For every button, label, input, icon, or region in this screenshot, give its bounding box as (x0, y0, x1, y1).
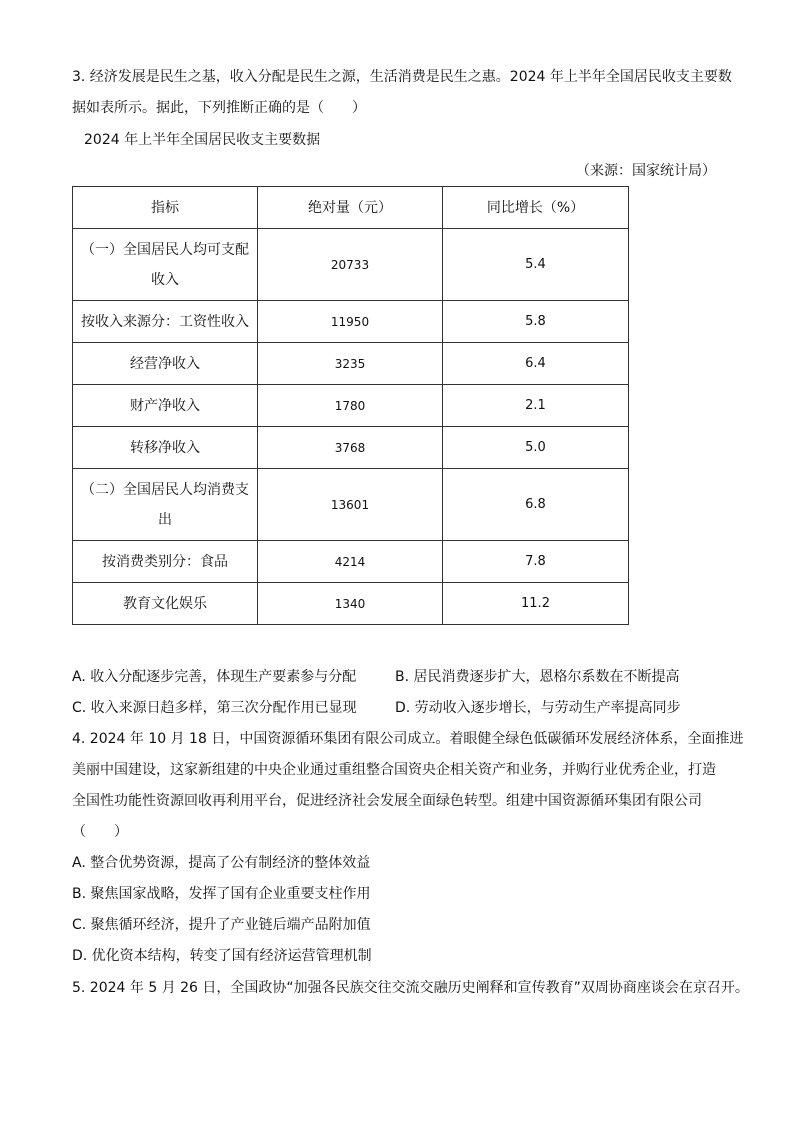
row-label (73, 229, 258, 301)
table-source: （来源：国家统计局） (576, 163, 716, 179)
row-growth: 7.8 (443, 541, 629, 583)
table-title: 2024 年上半年全国居民收支主要数据 (84, 132, 321, 148)
question-4-text-line-3: 全国性功能性资源回收再利用平台，促进经济社会发展全面绿色转型。组建中国资源循环集团有限公司 (72, 793, 702, 809)
row-label: 按消费类别分：食品 (73, 541, 258, 583)
row-label: 财产净收入 (73, 385, 258, 427)
row-growth: 5.4 (443, 229, 629, 301)
row-label: 转移净收入 (73, 427, 258, 469)
row-label-line-2: 收入 (151, 271, 179, 288)
table-row (73, 301, 629, 343)
table-row (73, 385, 629, 427)
row-value: 13601 (258, 469, 443, 541)
row-growth: 6.4 (443, 343, 629, 385)
row-value: 20733 (258, 229, 443, 301)
row-label: 按收入来源分：工资性收入 (73, 301, 258, 343)
header-yoy-growth: 同比增长（%） (443, 187, 629, 229)
question-3-option-a[interactable]: A. 收入分配逐步完善，体现生产要素参与分配 (72, 669, 357, 685)
row-label-line-2: 出 (158, 511, 172, 528)
row-growth: 2.1 (443, 385, 629, 427)
row-growth: 5.0 (443, 427, 629, 469)
table-row (73, 229, 629, 301)
header-indicator: 指标 (73, 187, 258, 229)
table-row (73, 343, 629, 385)
row-label: 教育文化娱乐 (73, 583, 258, 625)
question-4-option-a[interactable]: A. 整合优势资源，提高了公有制经济的整体效益 (72, 855, 371, 871)
table-header-row (73, 187, 629, 229)
table-row (73, 427, 629, 469)
row-value: 4214 (258, 541, 443, 583)
table-row (73, 469, 629, 541)
question-4-text-line-4: （ ） (72, 824, 128, 840)
row-growth: 11.2 (443, 583, 629, 625)
row-value: 11950 (258, 301, 443, 343)
question-3-option-d[interactable]: D. 劳动收入逐步增长，与劳动生产率提高同步 (395, 700, 681, 716)
row-label: 经营净收入 (73, 343, 258, 385)
table-row (73, 583, 629, 625)
header-absolute-amount: 绝对量（元） (258, 187, 443, 229)
question-4-text-line-2: 美丽中国建设，这家新组建的中央企业通过重组整合国资央企相关资产和业务，并购行业优秀企业，打造 (72, 762, 716, 778)
row-label (73, 469, 258, 541)
question-3-text-line-1: 3. 经济发展是民生之基，收入分配是民生之源，生活消费是民生之惠。2024 年上半年全国居民收支主要数 (72, 69, 732, 85)
row-label-line-1: （二）全国居民人均消费支 (81, 481, 249, 498)
row-growth: 6.8 (443, 469, 629, 541)
table-row (73, 541, 629, 583)
income-expenditure-table (72, 186, 629, 625)
row-value: 1340 (258, 583, 443, 625)
question-3-option-b[interactable]: B. 居民消费逐步扩大，恩格尔系数在不断提高 (395, 669, 680, 685)
question-4-option-c[interactable]: C. 聚焦循环经济，提升了产业链后端产品附加值 (72, 917, 371, 933)
question-3-text-line-2: 据如表所示。据此，下列推断正确的是（ ） (72, 100, 366, 116)
row-label-line-1: （一）全国居民人均可支配 (81, 241, 249, 258)
row-value: 1780 (258, 385, 443, 427)
question-4-option-b[interactable]: B. 聚焦国家战略，发挥了国有企业重要支柱作用 (72, 886, 371, 902)
row-growth: 5.8 (443, 301, 629, 343)
question-4-text-line-1: 4. 2024 年 10 月 18 日，中国资源循环集团有限公司成立。着眼健全绿色低碳循环发展经济体系，全面推进 (72, 731, 744, 747)
row-value: 3235 (258, 343, 443, 385)
row-value: 3768 (258, 427, 443, 469)
question-3-option-c[interactable]: C. 收入来源日趋多样，第三次分配作用已显现 (72, 700, 357, 716)
question-4-option-d[interactable]: D. 优化资本结构，转变了国有经济运营管理机制 (72, 948, 372, 964)
question-5-text-line-1: 5. 2024 年 5 月 26 日，全国政协“加强各民族交往交流交融历史阐释和宣传教育”双周协商座谈会在京召开。 (72, 980, 749, 996)
